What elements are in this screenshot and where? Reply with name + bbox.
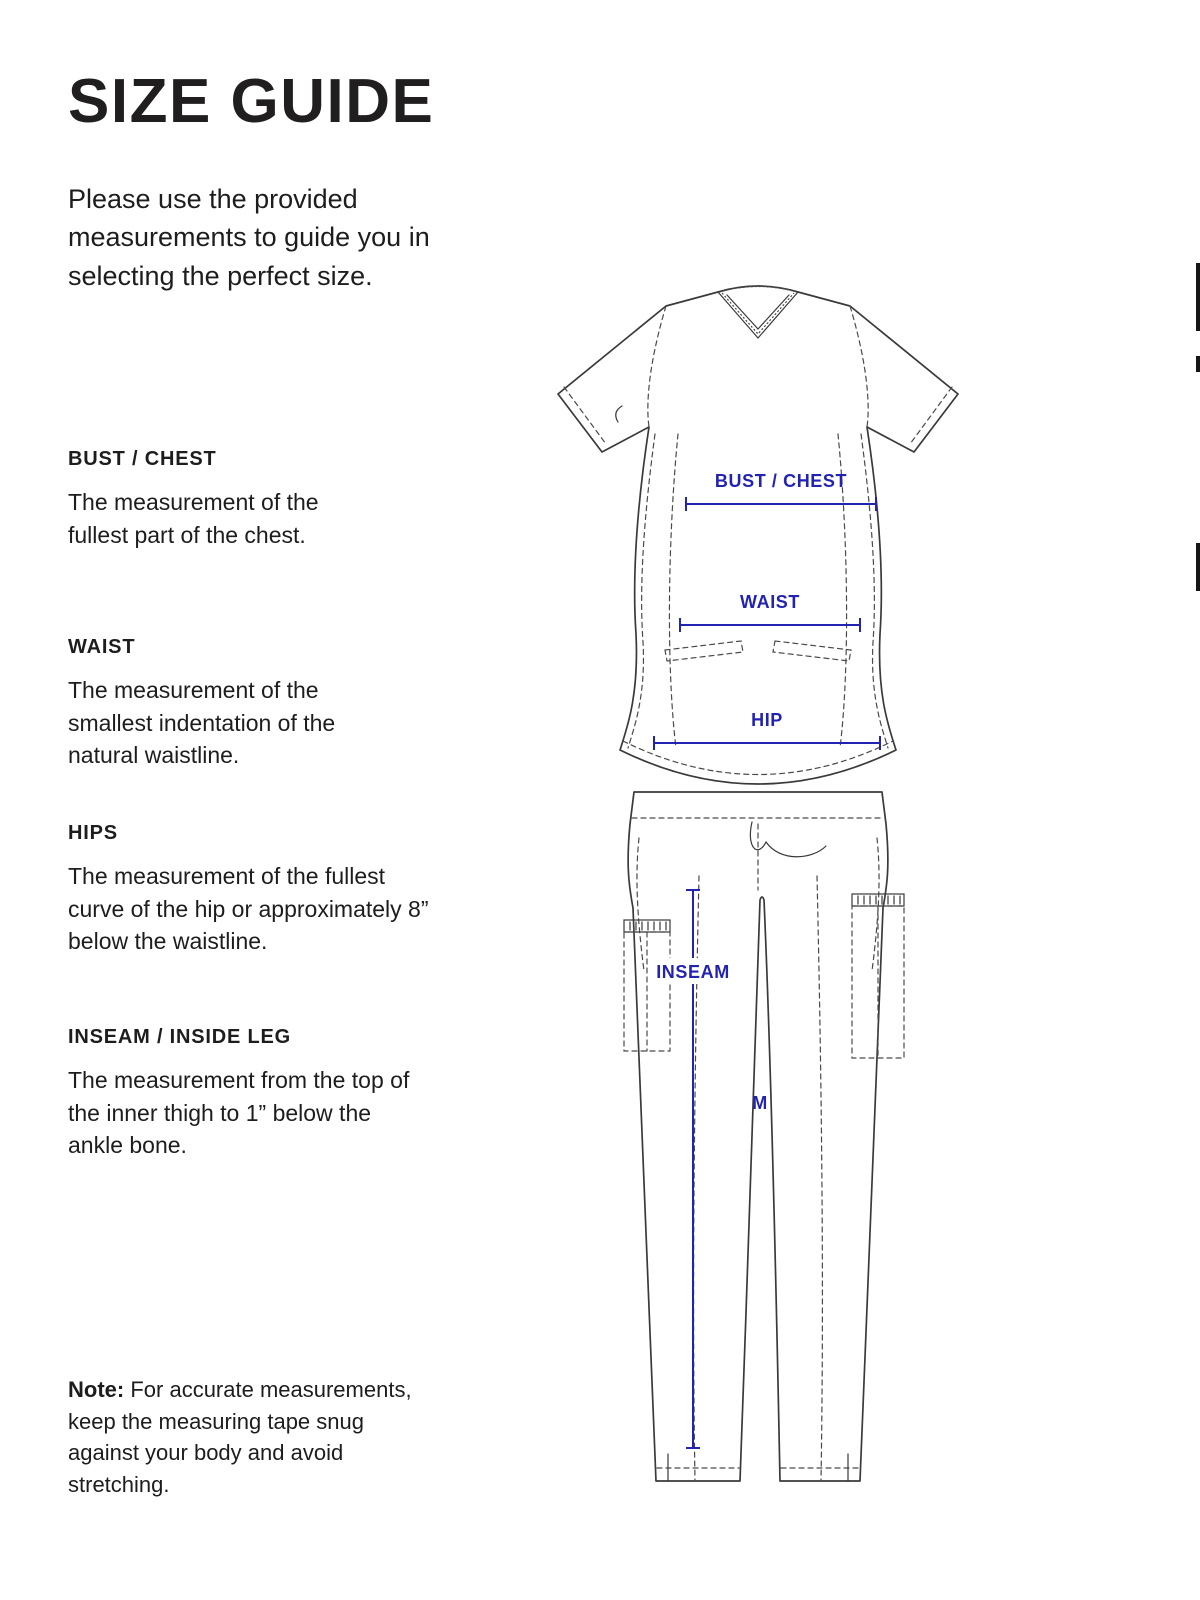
section-inseam [68, 1026, 418, 1162]
hip-label: HIP [751, 710, 783, 730]
bust-chest-label: BUST / CHEST [714, 471, 848, 491]
size-m-label: M [752, 1093, 768, 1113]
section-hips [68, 822, 446, 958]
section-body: The measurement of the smallest indentation of the natural waistline. [68, 677, 336, 769]
section-heading: HIPS [68, 822, 118, 844]
page-edge-artifact [1196, 263, 1200, 331]
section-body: The measurement of the fullest curve of the hip or approximately 8” below the waistline. [68, 863, 429, 955]
waist-label: WAIST [740, 592, 800, 612]
section-heading: INSEAM / INSIDE LEG [68, 1026, 292, 1048]
section-body: The measurement of the fullest part of the chest. [68, 489, 319, 548]
page-edge-artifact [1196, 543, 1200, 591]
page-edge-artifact [1196, 356, 1200, 372]
note-text [68, 1374, 413, 1501]
scrub-pants-drawing [624, 792, 904, 1481]
intro-text: Please use the provided measurements to guide you in selecting the perfect size. [68, 184, 430, 291]
page-title: SIZE GUIDE [68, 67, 435, 136]
section-heading: WAIST [68, 636, 136, 658]
section-body: The measurement from the top of the inner thigh to 1” below the ankle bone. [68, 1067, 410, 1159]
note-body: For accurate measurements, keep the measuring tape snug against your body and avoid stretching. [68, 1377, 412, 1498]
note-label: Note: [68, 1377, 125, 1402]
section-heading: BUST / CHEST [68, 448, 217, 470]
scrubs-measurement-diagram [518, 276, 1008, 1526]
section-bust-chest [68, 448, 348, 551]
section-waist [68, 636, 373, 772]
inseam-label: INSEAM [656, 962, 730, 982]
